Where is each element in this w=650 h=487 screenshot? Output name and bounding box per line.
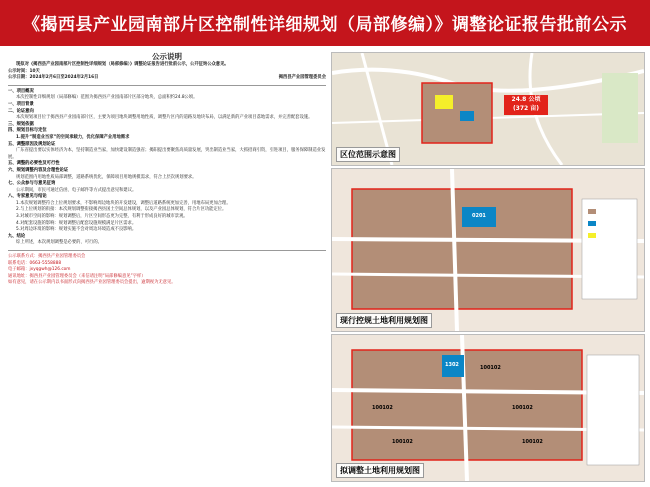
contact-email[interactable]: 电子邮箱：jxyqgwh@126.com (8, 267, 71, 273)
notice-issuer: 揭西县产业园管理委员会 (278, 75, 326, 81)
notice-intro: 现拟对《揭西县产业园南部片区控制性详细规划（局部修编）》调整论证报告进行批前公示，公开征询公众意见。 (16, 62, 229, 67)
paragraph: 2.与上位规划的衔接：本次规划调整衔接揭西县国土空间总体规划，以及产业园总体规划，符合片区功能定位。 (16, 207, 227, 213)
plot-label: 100102 (512, 405, 533, 411)
section-heading: 一、项目概况 (8, 88, 34, 94)
section-heading: 七、公众参与与意见征询 (8, 181, 56, 187)
area-mu: (372 亩) (512, 105, 540, 112)
current-plan-graphic (332, 169, 644, 331)
plot-label: 100102 (480, 365, 501, 371)
current-plan-map (331, 168, 645, 332)
area-value: 24.8 公顷 (511, 96, 541, 103)
section-heading: 四、规划目标与定位 (8, 128, 47, 134)
paragraph: 规划范围内用地性质局部调整，道路系统优化，保障项目用地规模需求，符合上层次规划要求。 (16, 174, 197, 180)
paragraph: 1.本次规划调整符合上位规划要求，不影响周边地块的开发建设，调整后道路系统更加完善，用地布局更加合理。 (16, 200, 231, 206)
section-heading: 九、结论 (8, 233, 26, 239)
plot-label: 100102 (392, 439, 413, 445)
plot-label: 100102 (522, 439, 543, 445)
section-heading: 三、规划依据 (8, 121, 34, 127)
location-map (331, 52, 645, 166)
notice-heading: 公示说明 (152, 52, 182, 61)
proposed-plan-map (331, 334, 645, 482)
proposed-plan-caption: 拟调整土地利用规划图 (336, 463, 424, 478)
divider (8, 250, 326, 251)
notice-dates: 公示日期：2024年2月6日至2024年2月16日 (8, 75, 99, 81)
paragraph: 5.对周边环境的影响：规划实施不会对周边环境造成不良影响。 (16, 227, 137, 233)
contact-line: 公示联系方式：揭西县产业园管理委员会 (8, 254, 86, 260)
section-heading: 五、调整原因及规划论证 (8, 141, 56, 147)
location-map-caption: 区位范围示意图 (336, 147, 400, 162)
paragraph: 1.提升“制造业当家”的空间承载力，优化保障产业用地需求 (16, 134, 130, 140)
paragraph: 3.对城市空间的影响：规划调整后，片区空间形态更为完整，有利于形成良好的城市景观。 (16, 214, 188, 220)
section-heading: 二、论证意向 (8, 108, 34, 114)
current-plot-label: 0201 (472, 213, 486, 219)
plot-label-blue: 1302 (445, 362, 459, 368)
paragraph: 本次规划项目位于揭西县产业园南部片区，主要为项目地块调整用地性质，调整片区内的道路及地块布局，以满足新的产业项目落地需求，并完善配套设施。 (16, 115, 313, 121)
contact-line: 联系电话：0663-5558888 (8, 260, 62, 266)
notice-period: 公示时间：10天 (8, 68, 40, 74)
current-plan-caption: 现行控规土地利用规划图 (336, 313, 432, 328)
section-heading: 一、项目背景 (8, 101, 34, 107)
paragraph: 4.对配套设施的影响：规划调整后配套设施规模满足片区需求。 (16, 220, 137, 226)
notice-dates-row (8, 75, 326, 82)
page-title: 《揭西县产业园南部片区控制性详细规划（局部修编）》调整论证报告批前公示 (23, 15, 627, 35)
paragraph: 广东省提出要以实体经济为本，坚持制造业当家，加快建设制造强省；揭阳提出要聚焦高质量发展，突出制造业当家，大抓招商引资，引进项目，服务保障制造业发展。 (8, 148, 326, 160)
header-banner (0, 0, 650, 46)
section-heading: 六、规划调整内容及合理性论证 (8, 167, 69, 173)
paragraph: 公示期间，市民可通过信函、电子邮件等方式提出意见和建议。 (16, 187, 137, 193)
footnote: 如有意见，请在公示期内以书面形式向揭西县产业园管理委员会提出，逾期视为无意见。 (8, 280, 176, 286)
paragraph: 本次控制性详细规划（局部修编）范围为揭西县产业园南部片区部分地块，总面积约24.8公顷。 (16, 95, 198, 101)
area-callout (504, 95, 548, 115)
section-heading: 八、专家意见与结论 (8, 194, 47, 200)
contact-address: 通讯地址：揭西县产业园管理委员会（来信请注明“局部修编意见”字样） (8, 273, 146, 279)
section-heading: 五、调整的必要性及可行性 (8, 161, 60, 167)
divider (8, 85, 326, 86)
paragraph: 综上所述，本次规划调整是必要的、可行的。 (16, 240, 102, 246)
plot-label: 100102 (372, 405, 393, 411)
announcement-text (8, 52, 326, 480)
